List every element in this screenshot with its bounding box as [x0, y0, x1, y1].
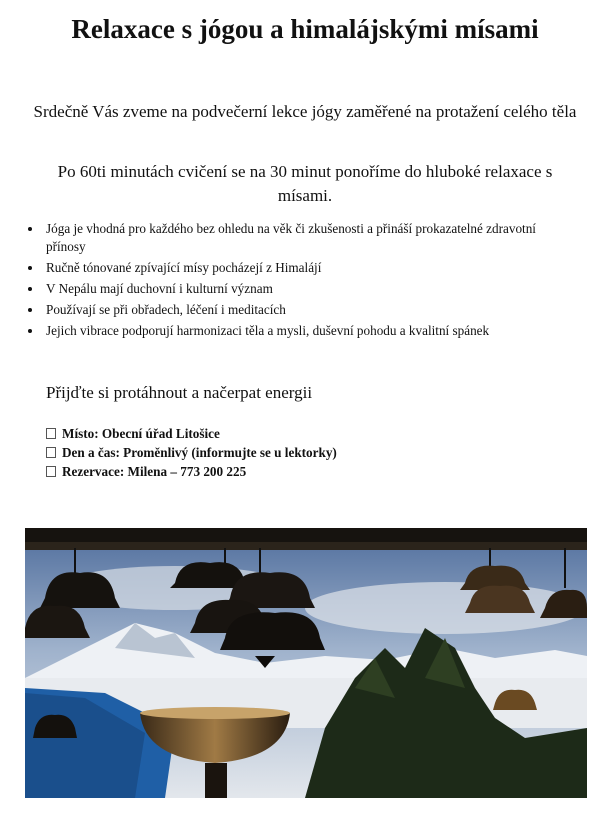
list-item-text: Používají se při obřadech, léčení i meditacích: [46, 302, 286, 317]
schedule-detail: Den a čas: Proměnlivý (informujte se u lektorky): [46, 443, 337, 462]
list-item: [26, 280, 566, 298]
bullet-icon: [28, 266, 32, 270]
intro-text: Srdečně Vás zveme na podvečerní lekce jógy zaměřené na protažení celého těla: [33, 102, 577, 121]
invitation-text: Přijďte si protáhnout a načerpat energii: [46, 383, 313, 402]
bullet-icon: [28, 227, 32, 231]
checkbox-icon: [46, 447, 56, 458]
list-item-text: Jejich vibrace podporují harmonizaci těla a mysli, duševní pohodu a kvalitní spánek: [46, 323, 490, 338]
list-item: [26, 322, 566, 340]
list-item-text: V Nepálu mají duchovní i kulturní význam: [46, 281, 273, 296]
checkbox-icon: [46, 466, 56, 477]
page-title: Relaxace s jógou a himalájskými mísami: [71, 14, 539, 44]
list-item-text: Ručně tónované zpívající mísy pocházejí z Himalájí: [46, 260, 322, 275]
bullet-icon: [28, 287, 32, 291]
list-item-text: Jóga je vhodná pro každého bez ohledu na věk či zkušenosti a přináší prokazatelné zdravotní přínosy: [46, 221, 536, 254]
list-item: [26, 220, 566, 256]
photo-illustration: [25, 528, 587, 798]
list-item: [26, 301, 566, 319]
reservation-detail: Rezervace: Milena – 773 200 225: [46, 462, 337, 481]
bells-mountains-photo: [25, 528, 587, 798]
relaxation-text: Po 60ti minutách cvičení se na 30 minut ponoříme do hluboké relaxace s mísami.: [57, 162, 553, 205]
bullet-icon: [28, 308, 32, 312]
checkbox-icon: [46, 428, 56, 439]
location-detail: Místo: Obecní úřad Litošice: [46, 424, 337, 443]
benefits-list: [26, 220, 566, 343]
bullet-icon: [28, 329, 32, 333]
event-details: [46, 424, 337, 481]
list-item: [26, 259, 566, 277]
